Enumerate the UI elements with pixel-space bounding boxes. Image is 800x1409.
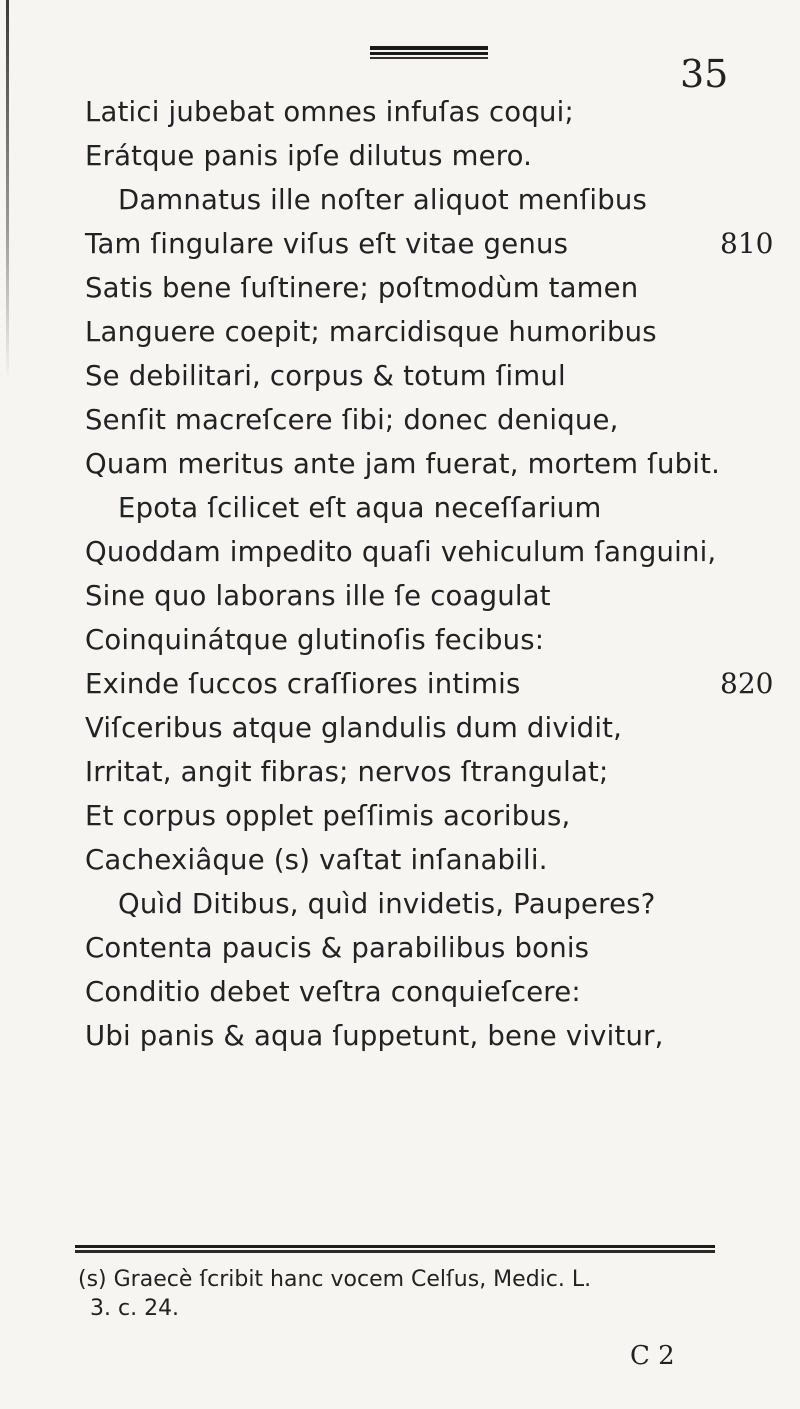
verse-line: Se debilitari, corpus & totum ſimul: [85, 360, 566, 392]
verse-line: Sine quo laborans ille ſe coagulat: [85, 580, 551, 612]
page-number: 35: [680, 52, 729, 96]
verse-line: Cachexiâque (s) vaſtat inſanabili.: [85, 844, 548, 876]
page-edge-shadow: [6, 0, 9, 380]
verse-line: Quìd Ditibus, quìd invidetis, Pauperes?: [118, 888, 656, 920]
verse-line: Latici jubebat omnes infuſas coqui;: [85, 96, 574, 128]
verse-line: Exinde ſuccos craſſiores intimis: [85, 668, 521, 700]
footnote-text-continued: 3. c. 24.: [90, 1296, 180, 1321]
verse-line: Tam ſingulare viſus eſt vitae genus: [85, 228, 569, 260]
verse-line: Epota ſcilicet eſt aqua neceſſarium: [118, 492, 602, 524]
verse-line: Irritat, angit fibras; nervos ſtrangulat;: [85, 756, 609, 788]
header-ornament-rule: [370, 46, 488, 60]
verse-line: Contenta paucis & parabilibus bonis: [85, 932, 590, 964]
signature-mark: C 2: [630, 1341, 675, 1371]
footnote-rule: [75, 1245, 715, 1254]
verse-line: Senſit macreſcere ſibi; donec denique,: [85, 404, 619, 436]
verse-line: Erátque panis ipſe dilutus mero.: [85, 140, 533, 172]
verse-line: Ubi panis & aqua ſuppetunt, bene vivitur,: [85, 1020, 664, 1052]
verse-line: Coinquinátque glutinoſis fecibus:: [85, 624, 545, 656]
verse-line: Satis bene ſuſtinere; poſtmodùm tamen: [85, 272, 639, 304]
line-number: 810: [720, 227, 774, 260]
verse-line: Et corpus opplet peſſimis acoribus,: [85, 800, 571, 832]
verse-line: Quoddam impedito quaſi vehiculum ſanguini,: [85, 536, 717, 568]
line-number: 820: [720, 667, 774, 700]
verse-line: Viſceribus atque glandulis dum dividit,: [85, 712, 623, 744]
verse-line: Quam meritus ante jam fuerat, mortem ſubit.: [85, 448, 721, 480]
verse-line: Languere coepit; marcidisque humoribus: [85, 316, 657, 348]
footnote-text: (s) Graecè ſcribit hanc vocem Celſus, Medic. L.: [78, 1267, 592, 1292]
verse-line: Conditio debet veſtra conquieſcere:: [85, 976, 581, 1008]
verse-line: Damnatus ille noſter aliquot menſibus: [118, 184, 648, 216]
